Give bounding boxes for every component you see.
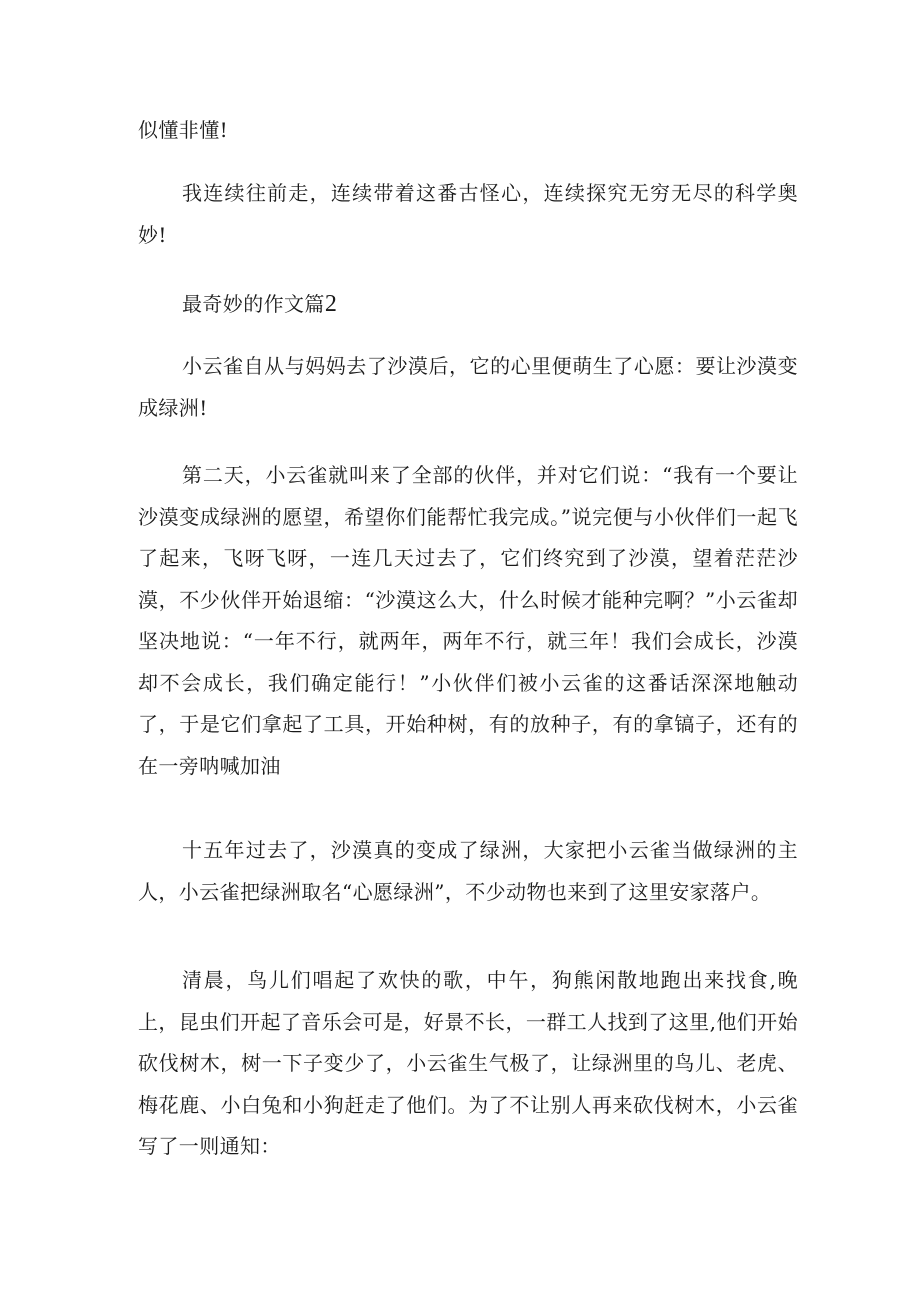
heading-title: 最奇妙的作文篇 (182, 292, 325, 316)
paragraph-morning: 清晨，鸟儿们唱起了欢快的歌，中午，狗熊闲散地跑出来找食,晚上，昆虫们开起了音乐会可是，好景不长，一群工人找到了这里,他们开始砍伐树木，树一下子变少了，小云雀生气极了，让绿洲里的鸟儿、老虎、梅花鹿、小白兔和小狗赶走了他们。为了不让别人再来砍伐树木，小云雀写了一则通知： (138, 968, 798, 1158)
section-heading (182, 284, 582, 326)
paragraph-fifteen-years: 十五年过去了，沙漠真的变成了绿洲，大家把小云雀当做绿洲的主人，小云雀把绿洲取名“心愿绿洲”，不少动物也来到了这里安家落户。 (138, 838, 798, 904)
heading-number: 2 (324, 291, 338, 317)
paragraph-next-day: 第二天，小云雀就叫来了全部的伙伴，并对它们说：“我有一个要让沙漠变成绿洲的愿望，希望你们能帮忙我完成。”说完便与小伙伴们一起飞了起来，飞呀飞呀，一连几天过去了，它们终究到了沙漠，望着茫茫沙漠，不少伙伴开始退缩：“沙漠这么大，什么时候才能种完啊？”小云雀却坚决地说：“一年不行，就两年，两年不行，就三年！我们会成长，沙漠却不会成长，我们确定能行！”小伙伴们被小云雀的这番话深深地触动了，于是它们拿起了工具，开始种树，有的放种子，有的拿镐子，还有的在一旁呐喊加油 (138, 463, 798, 778)
paragraph-continued: 似懂非懂! (138, 118, 229, 142)
paragraph-explore: 我连续往前走，连续带着这番古怪心，连续探究无穷无尽的科学奥妙! (138, 181, 798, 247)
paragraph-wish: 小云雀自从与妈妈去了沙漠后，它的心里便萌生了心愿：要让沙漠变成绿洲! (138, 354, 798, 420)
